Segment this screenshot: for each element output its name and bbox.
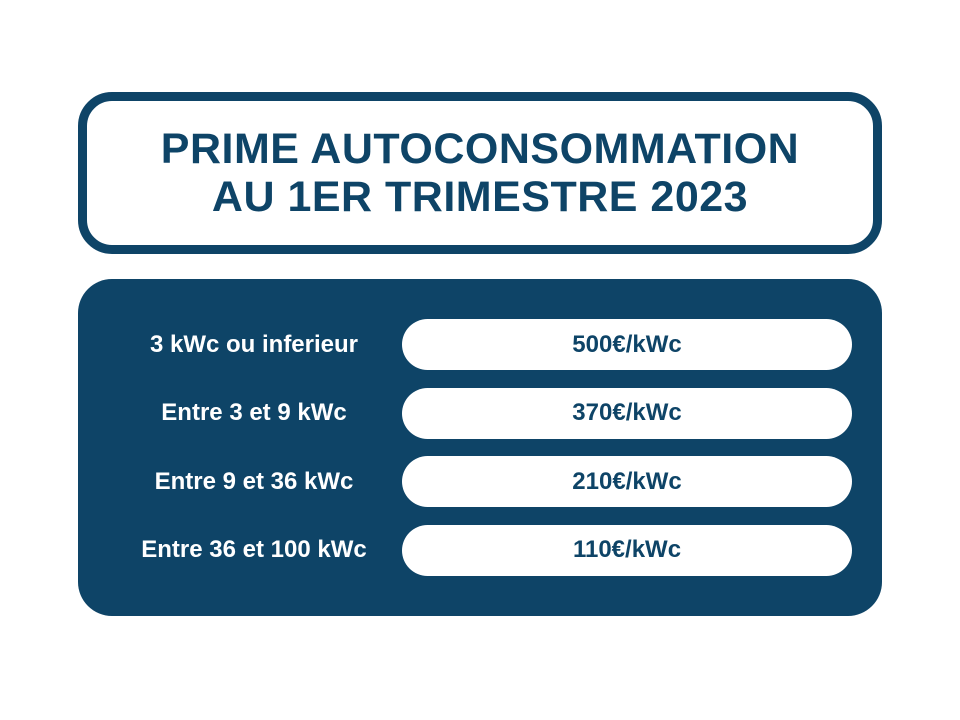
- row-value-pill: [402, 319, 852, 370]
- page-title-line-2: AU 1ER TRIMESTRE 2023: [211, 173, 749, 221]
- table-row: [106, 319, 852, 370]
- row-label: Entre 3 et 9 kWc: [161, 399, 347, 427]
- row-label: Entre 36 et 100 kWc: [141, 536, 367, 564]
- row-value: 370€/kWc: [572, 399, 682, 427]
- row-label: Entre 9 et 36 kWc: [154, 467, 354, 495]
- row-value-pill: [402, 456, 852, 507]
- table-row: [106, 525, 852, 576]
- page-title-line-1: PRIME AUTOCONSOMMATION: [160, 124, 800, 173]
- pricing-table: [78, 279, 882, 616]
- row-value: 110€/kWc: [572, 536, 682, 564]
- infographic: [78, 92, 882, 616]
- row-value: 210€/kWc: [572, 467, 682, 495]
- table-row: [106, 388, 852, 439]
- row-value-pill: [402, 388, 852, 439]
- row-value: 500€/kWc: [572, 330, 682, 358]
- row-label: 3 kWc ou inferieur: [149, 330, 359, 358]
- title-card: [78, 92, 882, 254]
- row-value-pill: [402, 525, 852, 576]
- table-row: [106, 456, 852, 507]
